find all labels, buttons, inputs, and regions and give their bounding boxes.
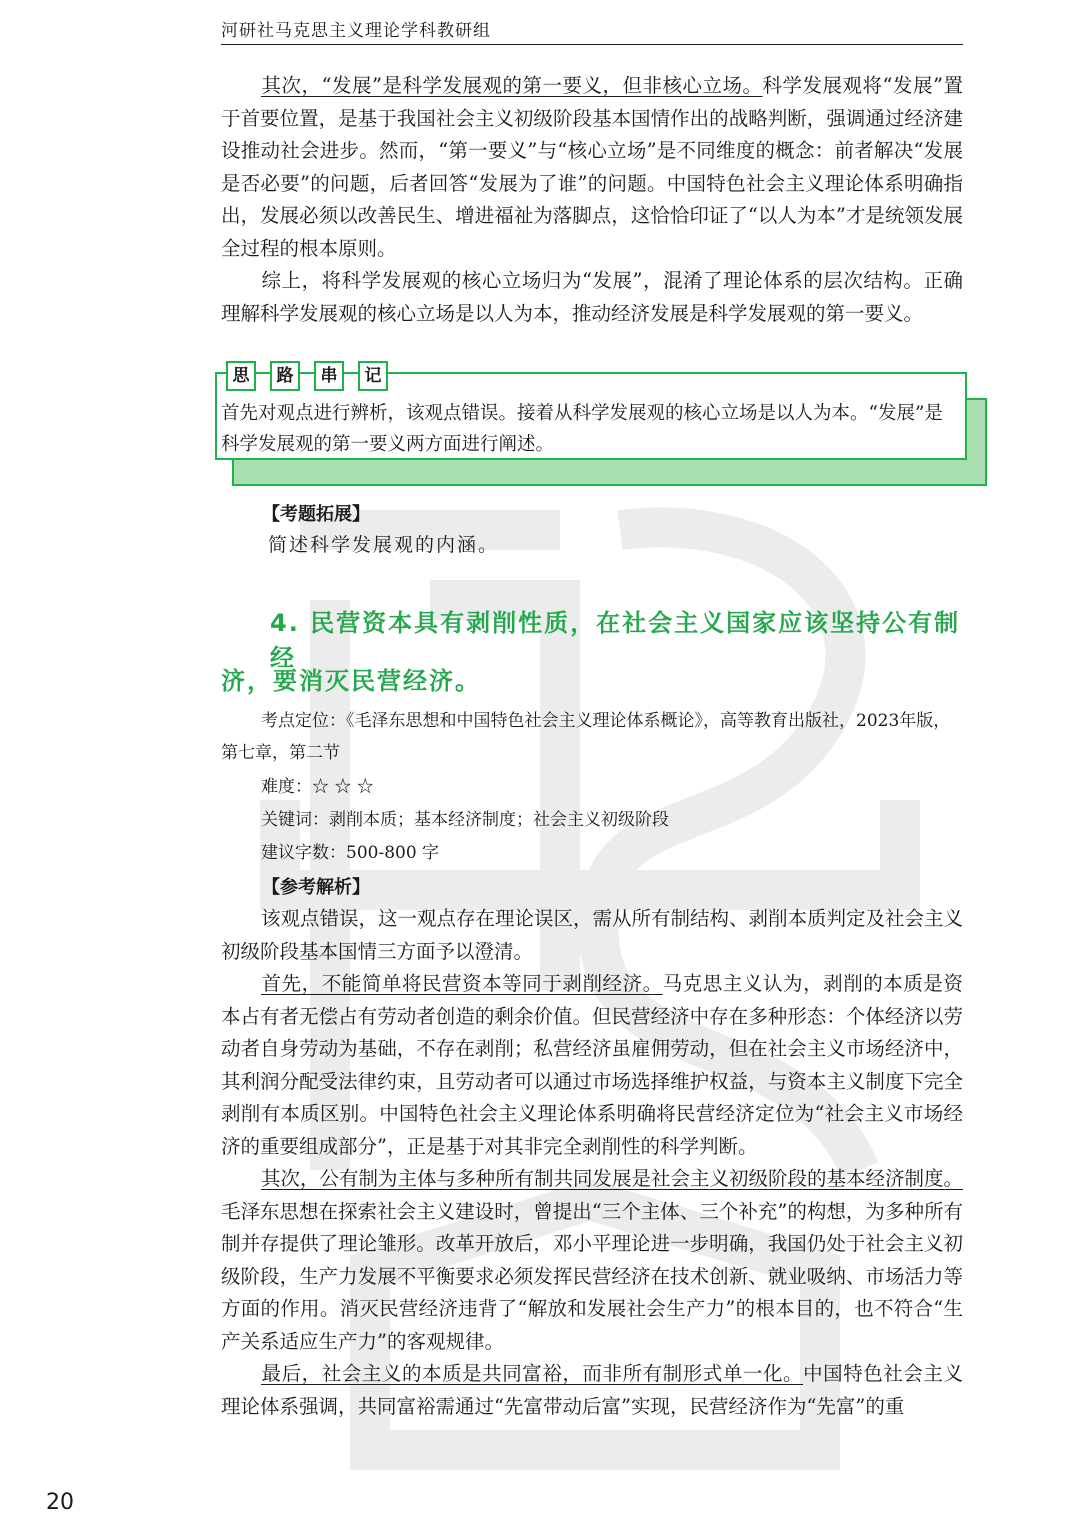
header-title: 河研社马克思主义理论学科教研组 — [221, 21, 491, 41]
analysis-heading: 【参考解析】 — [262, 877, 370, 898]
page-header — [221, 18, 963, 45]
question-title-line2: 济，要消灭民营经济。 — [221, 667, 481, 695]
silu-tab: 路 — [270, 361, 300, 391]
paragraph-summary — [221, 265, 963, 330]
analysis-intro — [221, 903, 963, 968]
analysis-point-3 — [221, 1358, 963, 1423]
underlined-lead: 首先，不能简单将民营资本等同于剥削经济。 — [261, 972, 663, 995]
analysis-point-1 — [221, 968, 963, 1163]
difficulty: 难度：☆ ☆ ☆ — [261, 777, 374, 797]
silu-tab: 串 — [314, 361, 344, 391]
analysis-point-2 — [221, 1163, 963, 1358]
silu-tab: 记 — [358, 361, 388, 391]
underlined-lead: 其次，“发展”是科学发展观的第一要义，但非核心立场。 — [261, 74, 763, 97]
word-count: 建议字数：500-800 字 — [261, 843, 440, 863]
exam-location — [221, 705, 963, 769]
paragraph-body: 中国特色社会主义理论体系强调，共同富裕需通过“先富带动后富”实现，民营经济作为“先富”的重 — [221, 1362, 963, 1418]
paragraph-body: 毛泽东思想在探索社会主义建设时，曾提出“三个主体、三个补充”的构想，为多种所有制并存提供了理论雏形。改革开放后，邓小平理论进一步明确，我国仍处于社会主义初级阶段，生产力发展不平衡要求必须发挥民营经济在技术创新、就业吸纳、市场活力等方面的作用。消灭民营经济违背了“解放和发展社会生产力”的根本目的，也不符合“生产关系适应生产力”的客观规律。 — [221, 1199, 963, 1353]
question-title-line1: 4. 民营资本具有剥削性质，在社会主义国家应该坚持公有制经 — [270, 609, 961, 672]
keywords: 关键词：剥削本质；基本经济制度；社会主义初级阶段 — [261, 810, 669, 830]
underlined-lead: 最后，社会主义的本质是共同富裕，而非所有制形式单一化。 — [261, 1362, 804, 1385]
exam-location-text: 考点定位：《毛泽东思想和中国特色社会主义理论体系概论》，高等教育出版社，2023年版，第七章，第二节 — [221, 711, 951, 763]
silu-text — [221, 398, 961, 460]
paragraph-body: 科学发展观将“发展”置于首要位置，是基于我国社会主义初级阶段基本国情作出的战略判断，强调通过经济建设推动社会进步。然而，“第一要义”与“核心立场”是不同维度的概念：前者解决“发展是否必要”的问题，后者回答“发展为了谁”的问题。中国特色社会主义理论体系明确指出，发展必须以改善民生、增进福祉为落脚点，这恰恰印证了“以人为本”才是统领发展全过程的根本原则。 — [221, 74, 963, 260]
extension-heading: 【考题拓展】 — [262, 504, 370, 525]
analysis-intro-text: 该观点错误，这一观点存在理论误区，需从所有制结构、剥削本质判定及社会主义初级阶段基本国情三方面予以澄清。 — [221, 907, 964, 963]
page-number: 20 — [46, 1490, 74, 1515]
paragraph-body: 综上，将科学发展观的核心立场归为“发展”，混淆了理论体系的层次结构。正确理解科学发展观的核心立场是以人为本，推动经济发展是科学发展观的第一要义。 — [221, 269, 963, 325]
silu-tabs — [226, 361, 388, 391]
silu-text-body: 首先对观点进行辨析，该观点错误。接着从科学发展观的核心立场是以人为本。“发展”是科学发展观的第一要义两方面进行阐述。 — [221, 403, 943, 455]
extension-question: 简述科学发展观的内涵。 — [268, 534, 500, 556]
silu-tab: 思 — [226, 361, 256, 391]
paragraph-second-point — [221, 70, 963, 265]
underlined-lead: 其次，公有制为主体与多种所有制共同发展是社会主义初级阶段的基本经济制度。 — [261, 1167, 964, 1190]
paragraph-body: 马克思主义认为，剥削的本质是资本占有者无偿占有劳动者创造的剩余价值。但民营经济中存在多种形态：个体经济以劳动者自身劳动为基础，不存在剥削；私营经济虽雇佣劳动，但在社会主义市场经济中，其利润分配受法律约束，且劳动者可以通过市场选择维护权益，与资本主义制度下完全剥削有本质区别。中国特色社会主义理论体系明确将民营经济定位为“社会主义市场经济的重要组成部分”，正是基于对其非完全剥削性的科学判断。 — [221, 972, 963, 1158]
